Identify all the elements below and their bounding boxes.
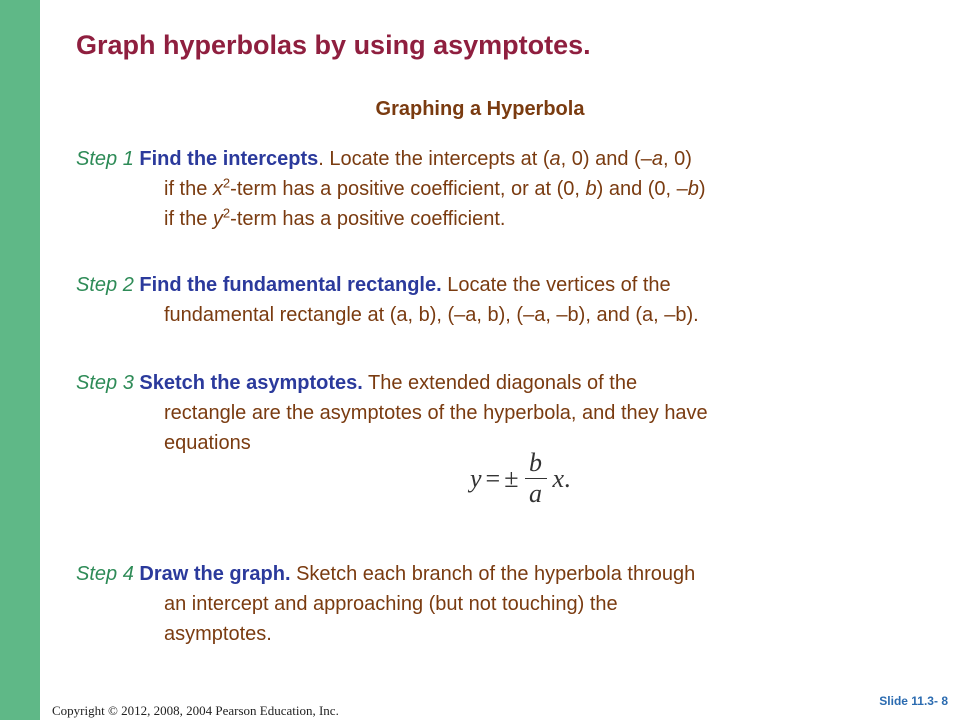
asymptote-equation: y = ± $\frac{b}{a}$ x .	[470, 448, 571, 508]
step-1-line-2: if the $x^2$-term has a positive coefficient, or at (0, b) and (0, –b)	[164, 175, 706, 200]
step-1-heading: Find the intercepts	[139, 148, 319, 170]
step-4	[76, 559, 695, 649]
slide-number: Slide 11.3- 8	[879, 694, 948, 708]
step-1-line-3: if the $y^2$-term has a positive coefficient.	[164, 205, 506, 230]
step-2-heading: Find the fundamental rectangle.	[139, 274, 442, 296]
step-3-number: Step 3	[76, 372, 134, 394]
step-1-number: Step 1	[76, 148, 134, 170]
step-2-line-2: fundamental rectangle at (a, b), (–a, b), (–a, –b), and (a, –b).	[164, 304, 699, 326]
section-heading: Graphing a Hyperbola	[375, 98, 585, 120]
step-3-heading: Sketch the asymptotes.	[139, 372, 363, 394]
step-1-line-1: Step 1 Find the intercepts. Locate the intercepts at (a, 0) and (–a, 0)	[76, 148, 692, 170]
step-1	[76, 144, 706, 234]
step-2-number: Step 2	[76, 274, 134, 296]
step-4-line-3: asymptotes.	[164, 623, 272, 645]
fraction-b-over-a: $\frac{b}{a}$	[525, 448, 547, 509]
step-4-heading: Draw the graph.	[139, 563, 291, 585]
step-4-number: Step 4	[76, 563, 134, 585]
step-2-line-1: Step 2 Find the fundamental rectangle. Locate the vertices of the	[76, 274, 671, 296]
copyright-notice: Copyright © 2012, 2008, 2004 Pearson Education, Inc.	[52, 703, 339, 718]
step-3	[76, 368, 708, 458]
step-3-line-2: rectangle are the asymptotes of the hyperbola, and they have	[164, 402, 708, 424]
slide-title: Graph hyperbolas by using asymptotes.	[76, 30, 591, 60]
step-3-line-1: Step 3 Sketch the asymptotes. The extended diagonals of the	[76, 372, 638, 394]
step-4-line-2: an intercept and approaching (but not touching) the	[164, 593, 618, 615]
step-3-line-3: equations	[164, 432, 251, 454]
step-4-line-1: Step 4 Draw the graph. Sketch each branch of the hyperbola through	[76, 563, 696, 585]
step-2	[76, 270, 699, 330]
